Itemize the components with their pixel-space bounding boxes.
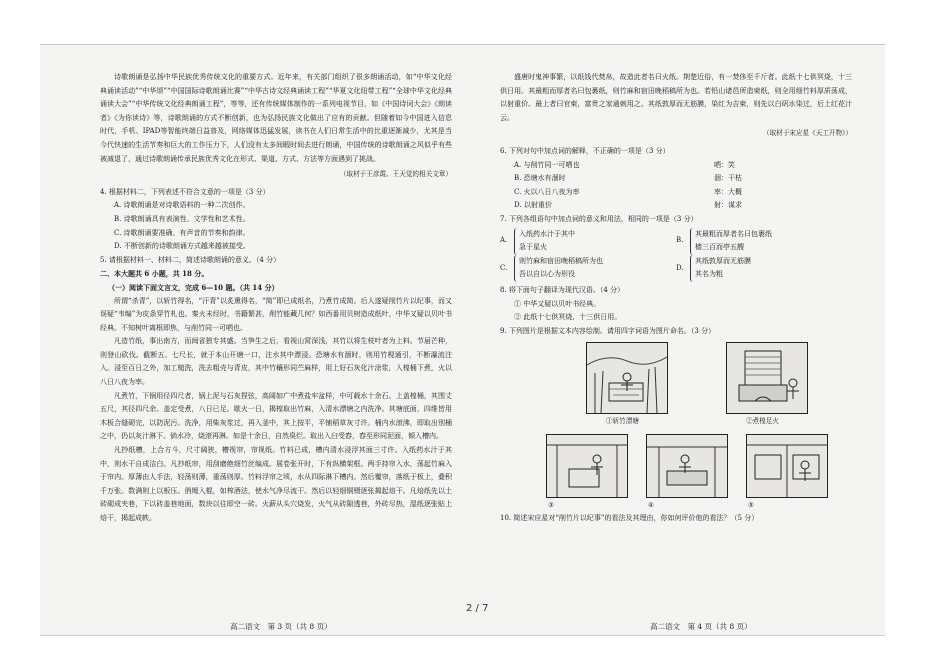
classical-paragraph: 凡抄纸槽，上合方斗，尺寸阔狭，槽视帘，帘视纸。竹料已成，槽内清水浸浮其面三寸许。入纸药水汁于其中，则水干自成洁白。凡抄纸帘，用刮磨绝细竹丝编成。展卷张开时，下有纵横架框。两手持帘入水，荡起竹麻入于帘内。厚薄由人手法，轻荡则薄，重荡则厚。竹料浮帘之顷，水从四际淋下槽内。然后覆帘，落纸于板上，叠积千万张。数满则上以板压。俏绳入棍，如榨酒法，使水气净尽流干。然后以轻细铜镊逐张揭起焙干。凡焙纸先以土砖砌成夹巷，下以砖盖巷地面，数块以往即空一砖。火薪从头穴烧发，火气从砖隙透巷，外砖尽热，湿纸逐张贴上焙干，揭起成帙。 [100,446,452,522]
q4-option-b: B. 诗歌朗诵具有表演性、文学性和艺术性。 [114,214,250,223]
page-indicator: 2 / 7 [466,603,489,614]
illustration-1-caption: ①斩竹漂塘 [606,417,639,426]
illustration-4-image [646,434,728,498]
illustration-3-image [546,434,628,498]
material-paragraph: 诗歌朗诵是弘扬中华民族优秀传统文化的重要方式。近年来，有关部门组织了很多朗诵活动，如“中华文化经典诵读活动”“中华颂”“中国国际诗歌朗诵比赛”“中华古诗文经典诵读工程”“华夏文化纽带工程”“全球中华文化经典诵读大会”“中华传统文化经典朗诵工程”，等等，还有传统媒体制作的一系列电视节目，如《中国诗词大会》《朗读者》《为你读诗》等，诗歌朗诵的方式不断创新，也为弘扬民族文化做出了应有的贡献。但随着如今中国进入信息时代，手机、IPAD等智能终端日益普及，网络媒体迅猛发展，读书在人们日常生活中的比重逐渐减少，尤其是当今代快速的生活节奏和巨大的工作压力下，人们没有太多间暇时间去进行朗诵，中国传统的诗歌朗诵之风似乎有些被减退了，通过诗歌朗诵传承民族优秀文化在形式、渠道、方式、方法等方面遇到了挑战。 [100,73,452,163]
illustration-5-caption: ⑤ [748,501,754,510]
section-heading: 二、本大题共 6 小题，共 18 分。 [100,269,209,279]
classical-paragraph: 凡煮竹，下锅用径四尺者，锅上泥与石灰捏弦，高阔如广中煮盐牢盆样，中可载水十余石。上盖楻桶，其围丈五尺，其径四尺余。盖定受煮，八日已足。歇火一日，揭楻取出竹麻，入清水漂塘之内洗净。其塘底面，四维皆用木板合缝砌完，以防泥污。洗净，用柴灰浆过，再入釜中，其上按平，平铺稻草灰寸许。桶内水滚沸，即取出别桶之中，仍以灰汁淋下。倘水冷，烧滚再淋。如是十余日，自然臭烂。取出入臼受舂，舂至形同泥面，倾入槽内。 [100,391,452,441]
q4-option-a: A. 诗歌朗诵是对诗歌语料的一种二次创作。 [114,201,250,210]
q7-option-d: D. 其纸敦厚而无筋膜 其名为粗 [676,255,852,282]
q7-options [500,228,852,282]
illustration-2-image [726,342,808,414]
q4-option-c: C. 诗歌朗诵要准确、有声音的节奏和韵律。 [114,228,250,237]
q6-option-c-gloss: 率：大概 [714,187,742,196]
source-note: （取材于宋应星《天工开物》） [762,129,852,138]
illustration-3-caption: ③ [548,501,554,510]
q6-option-d-gloss: 射：谋求 [714,201,742,210]
q7-option-c: C. 则竹麻和宿田晚稻稿所为也 吾以自以心为形役 [500,255,676,282]
subsection-heading: （一）阅读下面文言文，完成 6—10 题。（共 14 分） [108,282,279,292]
source-note: （取材于王彦霞、王天觉的相关文章） [339,170,452,179]
question-7: 7. 下列各组语句中加点词的意义和用法，相同的一项是（3 分） [500,214,698,223]
scanned-exam-sheet [40,44,885,636]
q6-options [514,159,852,213]
q6-option-a: A. 与削竹同一可哂也 [514,160,580,169]
illustration-1-image [586,342,668,414]
illustration-5-image [746,434,828,498]
page-footer-right: 高二语文 第 4 页（共 8 页） [650,622,752,631]
q7-option-b: B. 其最粗而厚者名曰包裹纸 樯三百而亭五艘 [676,228,852,255]
q4-option-d: D. 不断创新的诗歌朗诵方式越来越被接受。 [114,242,250,251]
q6-option-b: B. 恐塘水有涸时 [514,174,566,183]
q6-option-d: D. 以射重价 [514,201,552,210]
question-9: 9. 下列图片是根据文本内容绘制。请用四字词语为图片命名。（3 分） [500,326,716,335]
left-page [100,71,452,526]
question-8: 8. 将下面句子翻译为现代汉语。（4 分） [500,285,625,294]
q8-item-1: ① 中华又疑以贝叶书经典。 [514,299,601,308]
question-5: 5. 请根据材料一、材料二，简述诗歌朗诵的意义。（4 分） [100,255,281,264]
question-6: 6. 下列对句中加点词的解释，不正确的一项是（3 分） [500,146,670,155]
q6-option-a-gloss: 哂：笑 [714,160,735,169]
classical-paragraph: 盛唐时鬼神事繁，以纸钱代焚帛，故造此者名曰火纸。荆楚近俗，有一焚侈至千斤者。此纸十七供冥烧，十三供日用。其最粗而厚者名曰包裹纸，则竹麻和宿田晚稻稿所为也。若铅山诸邑所造柬纸，则全用细竹料厚质荡成，以射重价。最上者曰官柬，富贵之家通刺用之。其纸敦厚而无筋膜，染红为吉柬，则先以白矾水染过，后上红花汁云。 [500,73,852,122]
classical-paragraph: 凡造竹纸，事出南方，而闽省独专其盛。当笋生之后，看视山窝深浅，其竹以将生枝叶者为上料。节届芒种，则登山砍伐。截断五、七尺长，就于本山开塘一口，注水其中漂浸。恐塘水有涸时，则用竹枧通引，不断瀑流注入。浸至百日之外，加工槌洗，洗去粗壳与青皮，其中竹穰形同苎麻样，用上好石灰化汁涂浆，入楻桶下煮，火以八日八夜为率。 [100,337,452,387]
illustration-4-caption: ④ [648,501,654,510]
question-4: 4. 根据材料二，下列表述不符合文意的一项是（3 分） [100,187,270,196]
right-page [500,71,852,526]
illustration-2-caption: ②煮楻足火 [746,417,779,426]
q6-option-c: C. 火以八日八夜为率 [514,187,580,196]
q9-illustrations [500,342,852,512]
q7-option-a: A. 入纸药水汁于其中 急于星火 [500,228,676,255]
q8-item-2: ② 此纸十七供冥烧，十三供日用。 [514,313,622,322]
question-10: 10. 简述宋应星对“削竹片以纪事”的看法及其理由，你如何评价他的看法？（5 分） [500,514,759,523]
classical-paragraph: 所谓“杀青”，以斩竹得名，“汗青”以炙熏得名，“简”即已成纸名，乃煮竹成简。后人遂疑削竹片以纪事，而又误疑“韦编”为皮条穿竹札也。秦火未经时，书籍繁甚，削竹能藏几何？如西番用贝树造成纸叶，中华又疑以贝叶书经典。不知树叶离根即焦，与削竹同一可哂也。 [100,296,452,332]
page-footer-left: 高二语文 第 3 页（共 8 页） [230,622,332,631]
q6-option-b-gloss: 涸：干枯 [714,174,742,183]
